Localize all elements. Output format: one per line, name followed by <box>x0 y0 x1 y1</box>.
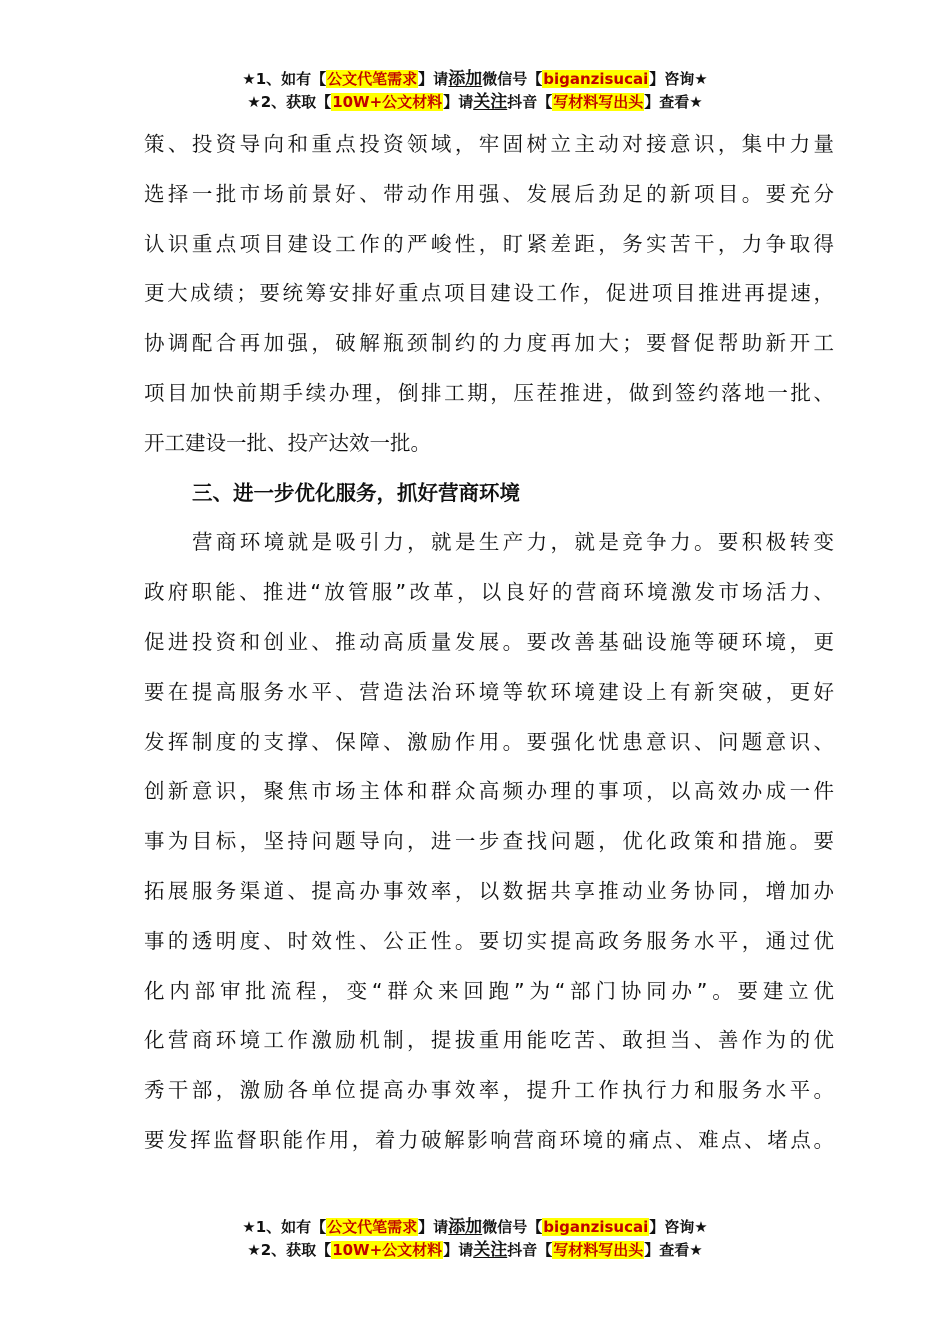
banner-text: ★2、获取【 <box>247 93 332 111</box>
document-body <box>144 120 834 1166</box>
banner-text: ★2、获取【 <box>247 1241 332 1259</box>
banner-text: 】请 <box>418 1218 449 1236</box>
footer-banner <box>0 1216 950 1262</box>
paragraph-line: 秀干部，激励各单位提高办事效率，提升工作执行力和服务水平。 <box>144 1078 834 1103</box>
banner-text: 】咨询★ <box>649 1218 708 1236</box>
banner-text: ★1、如有【 <box>242 70 327 88</box>
highlight-douyin-account: 写材料写出头 <box>553 93 644 111</box>
underlined-add: 添加 <box>448 69 483 89</box>
underlined-follow: 关注 <box>473 1240 508 1260</box>
banner-text: 】请 <box>418 70 449 88</box>
banner-text: ★1、如有【 <box>242 1218 327 1236</box>
paragraph-line: 促进投资和创业、推动高质量发展。要改善基础设施等硬环境，更 <box>144 629 834 654</box>
paragraph-line: 开工建设一批、投产达效一批。 <box>144 430 431 455</box>
highlight-wechat-id: biganzisucai <box>543 1218 649 1236</box>
banner-text: 】请 <box>443 93 474 111</box>
highlight-wechat-id: biganzisucai <box>543 70 649 88</box>
banner-line-2 <box>0 1239 950 1262</box>
paragraph-line: 事的透明度、时效性、公正性。要切实提高政务服务水平，通过优 <box>144 928 834 953</box>
banner-text: 微信号【 <box>482 1218 543 1236</box>
banner-line-2 <box>0 91 950 114</box>
banner-text: 微信号【 <box>482 70 543 88</box>
banner-text: 】咨询★ <box>649 70 708 88</box>
paragraph-line: 选择一批市场前景好、带动作用强、发展后劲足的新项目。要充分 <box>144 181 834 206</box>
banner-line-1 <box>0 1216 950 1239</box>
banner-text: 】查看★ <box>644 93 703 111</box>
highlight-douyin-account: 写材料写出头 <box>553 1241 644 1259</box>
highlight-materials: 10W+公文材料 <box>332 1241 443 1259</box>
paragraph-line: 化营商环境工作激励机制，提拔重用能吃苦、敢担当、善作为的优 <box>144 1028 834 1053</box>
banner-text: 】请 <box>443 1241 474 1259</box>
paragraph-line: 项目加快前期手续办理，倒排工期，压茬推进，做到签约落地一批、 <box>144 380 834 405</box>
paragraph-line: 政府职能、推进“放管服”改革，以良好的营商环境激发市场活力、 <box>144 580 834 605</box>
paragraph-line: 事为目标，坚持问题导向，进一步查找问题，优化政策和措施。要 <box>144 829 834 854</box>
highlight-materials: 10W+公文材料 <box>332 93 443 111</box>
paragraph-line: 协调配合再加强，破解瓶颈制约的力度再加大；要督促帮助新开工 <box>144 331 834 356</box>
highlight-service: 公文代笔需求 <box>327 1218 418 1236</box>
header-banner <box>0 68 950 114</box>
highlight-service: 公文代笔需求 <box>327 70 418 88</box>
banner-text: 抖音【 <box>507 1241 553 1259</box>
paragraph-line: 更大成绩；要统筹安排好重点项目建设工作，促进项目推进再提速， <box>144 281 834 306</box>
paragraph-line: 策、投资导向和重点投资领域，牢固树立主动对接意识，集中力量 <box>144 132 834 156</box>
paragraph-line: 要在提高服务水平、营造法治环境等软环境建设上有新突破，更好 <box>144 679 834 704</box>
paragraph-line: 营商环境就是吸引力，就是生产力，就是竞争力。要积极转变 <box>192 530 834 555</box>
paragraph-line: 化内部审批流程，变“群众来回跑”为“部门协同办”。要建立优 <box>144 978 834 1003</box>
underlined-add: 添加 <box>448 1217 483 1237</box>
paragraph-line: 创新意识，聚焦市场主体和群众高频办理的事项，以高效办成一件 <box>144 779 834 804</box>
underlined-follow: 关注 <box>473 92 508 112</box>
banner-line-1 <box>0 68 950 91</box>
section-heading: 三、进一步优化服务，抓好营商环境 <box>192 480 520 505</box>
paragraph-line: 认识重点项目建设工作的严峻性，盯紧差距，务实苦干，力争取得 <box>144 231 834 256</box>
paragraph-line: 要发挥监督职能作用，着力破解影响营商环境的痛点、难点、堵点。 <box>144 1127 834 1152</box>
paragraph-line: 拓展服务渠道、提高办事效率，以数据共享推动业务协同，增加办 <box>144 878 834 903</box>
banner-text: 抖音【 <box>507 93 553 111</box>
banner-text: 】查看★ <box>644 1241 703 1259</box>
paragraph-line: 发挥制度的支撑、保障、激励作用。要强化忧患意识、问题意识、 <box>144 729 834 754</box>
